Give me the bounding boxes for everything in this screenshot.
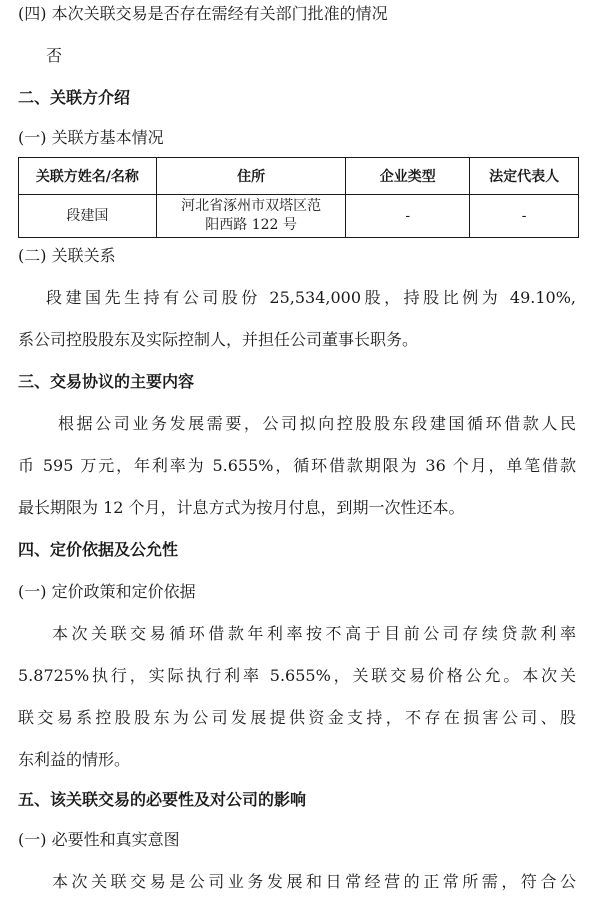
approval-question: (四) 本次关联交易是否存在需经有关部门批准的情况 [18,4,388,23]
subsection-basic-info: (一) 关联方基本情况 [18,128,164,147]
party-type-cell: - [346,195,470,238]
section-heading-related-party: 二、关联方介绍 [18,88,131,107]
party-address-cell [156,195,346,238]
subsection-relationship: (二) 关联关系 [18,246,116,265]
agreement-text-line: 根据公司业务发展需要，公司拟向控股股东段建国循环借款人民 [58,414,576,433]
subsection-necessity: (一) 必要性和真实意图 [18,830,180,849]
agreement-text-line: 最长期限为 12 个月，计息方式为按月付息，到期一次性还本。 [18,498,465,517]
table-header-cell: 企业类型 [346,158,470,195]
approval-answer: 否 [46,46,63,65]
pricing-text-line: 本次关联交易循环借款年利率按不高于目前公司存续贷款利率 [52,624,576,643]
section-heading-agreement: 三、交易协议的主要内容 [18,372,195,391]
pricing-text-line: 5.8725%执行，实际执行利率 5.655%，关联交易价格公允。本次关 [18,666,576,685]
pricing-text-line: 东利益的情形。 [18,750,131,769]
table-header-cell: 关联方姓名/名称 [19,158,157,195]
subsection-pricing-policy: (一) 定价政策和定价依据 [18,582,196,601]
party-name-cell: 段建国 [19,195,157,238]
section-heading-necessity: 五、该关联交易的必要性及对公司的影响 [18,790,307,809]
necessity-text-line: 本次关联交易是公司业务发展和日常经营的正常所需，符合公 [52,872,576,891]
table-header-row [19,158,579,195]
relationship-text-line: 系公司控股股东及实际控制人，并担任公司董事长职务。 [18,330,419,349]
relationship-text-line: 段建国先生持有公司股份 25,534,000股，持股比例为 49.10%, [46,288,576,307]
table-header-cell: 住所 [156,158,346,195]
agreement-text-line: 币 595 万元，年利率为 5.655%，循环借款期限为 36 个月，单笔借款 [18,456,576,475]
table-header-cell: 法定代表人 [470,158,579,195]
party-representative-cell: - [470,195,579,238]
related-party-table [18,157,579,238]
pricing-text-line: 联交易系控股股东为公司发展提供资金支持，不存在损害公司、股 [18,708,576,727]
table-row [19,195,579,238]
section-heading-pricing: 四、定价依据及公允性 [18,540,179,559]
address-line: 阳西路 122 号 [205,217,297,233]
address-line: 河北省涿州市双塔区范 [181,198,322,214]
